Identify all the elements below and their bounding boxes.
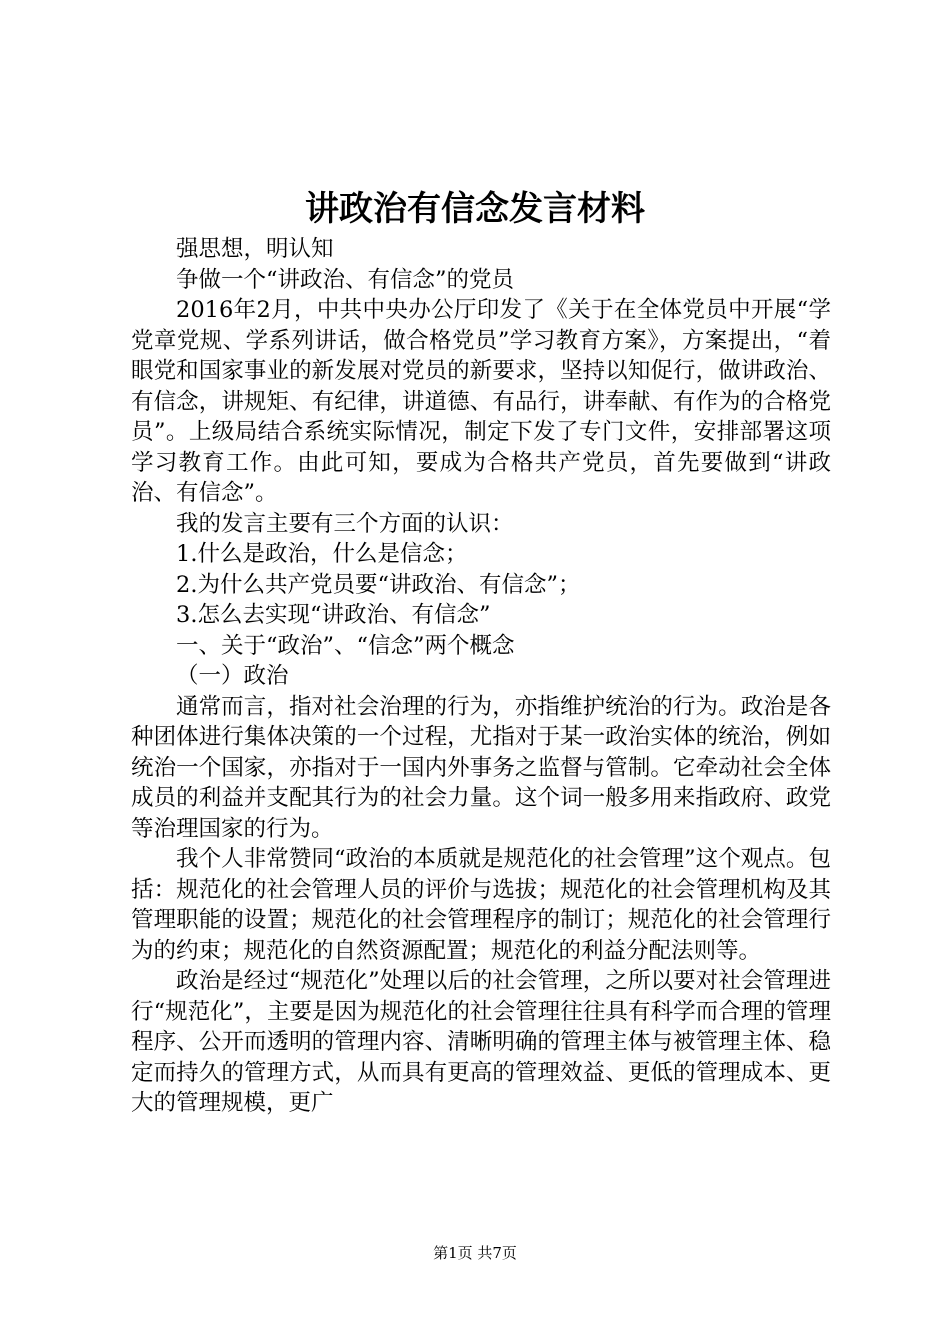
paragraph-intro: 2016年2月，中共中央办公厅印发了《关于在全体党员中开展“学党章党规、学系列讲话，做合格党员”学习教育方案》，方案提出，“着眼党和国家事业的新发展对党员的新要求，坚持以知促行，做讲政治、有信念，讲规矩、有纪律，讲道德、有品行，讲奉献、有作为的合格党员”。上级局结合系统实际情况，制定下发了专门文件，安排部署这项学习教育工作。由此可知，要成为合格共产党员，首先要做到“讲政治、有信念”。 bbox=[131, 297, 831, 506]
document-title: 讲政治有信念发言材料 bbox=[305, 189, 645, 229]
paragraph-subtitle-1: 强思想，明认知 bbox=[176, 236, 334, 262]
document-body bbox=[131, 234, 831, 1119]
subsection-heading-politics: （一）政治 bbox=[176, 663, 289, 689]
paragraph-politics-view: 我个人非常赞同“政治的本质就是规范化的社会管理”这个观点。包括：规范化的社会管理人员的评价与选拔；规范化的社会管理机构及其管理职能的设置；规范化的社会管理程序的制订；规范化的社会管理行为的约束；规范化的自然资源配置；规范化的利益分配法则等。 bbox=[131, 846, 831, 964]
paragraph-outline-item-2: 2.为什么共产党员要“讲政治、有信念”； bbox=[176, 571, 581, 598]
paragraph-politics-definition: 通常而言，指对社会治理的行为，亦指维护统治的行为。政治是各种团体进行集体决策的一个过程，尤指对于某一政治实体的统治，例如统治一个国家，亦指对于一国内外事务之监督与管制。它牵动社会全体成员的利益并支配其行为的社会力量。这个词一般多用来指政府、政党等治理国家的行为。 bbox=[131, 693, 831, 842]
paragraph-politics-normalization: 政治是经过“规范化”处理以后的社会管理，之所以要对社会管理进行“规范化”，主要是因为规范化的社会管理往往具有科学而合理的管理程序、公开而透明的管理内容、清晰明确的管理主体与被管理主体、稳定而持久的管理方式，从而具有更高的管理效益、更低的管理成本、更大的管理规模，更广 bbox=[131, 968, 831, 1116]
paragraph-outline-intro: 我的发言主要有三个方面的认识： bbox=[176, 510, 514, 537]
page-number-footer: 第1页 共7页 bbox=[433, 1244, 517, 1262]
paragraph-outline-item-3: 3.怎么去实现“讲政治、有信念” bbox=[176, 602, 491, 628]
section-heading-1: 一、关于“政治”、“信念”两个概念 bbox=[176, 632, 515, 659]
paragraph-outline-item-1: 1.什么是政治，什么是信念； bbox=[176, 541, 468, 567]
paragraph-subtitle-2: 争做一个“讲政治、有信念”的党员 bbox=[176, 266, 515, 293]
